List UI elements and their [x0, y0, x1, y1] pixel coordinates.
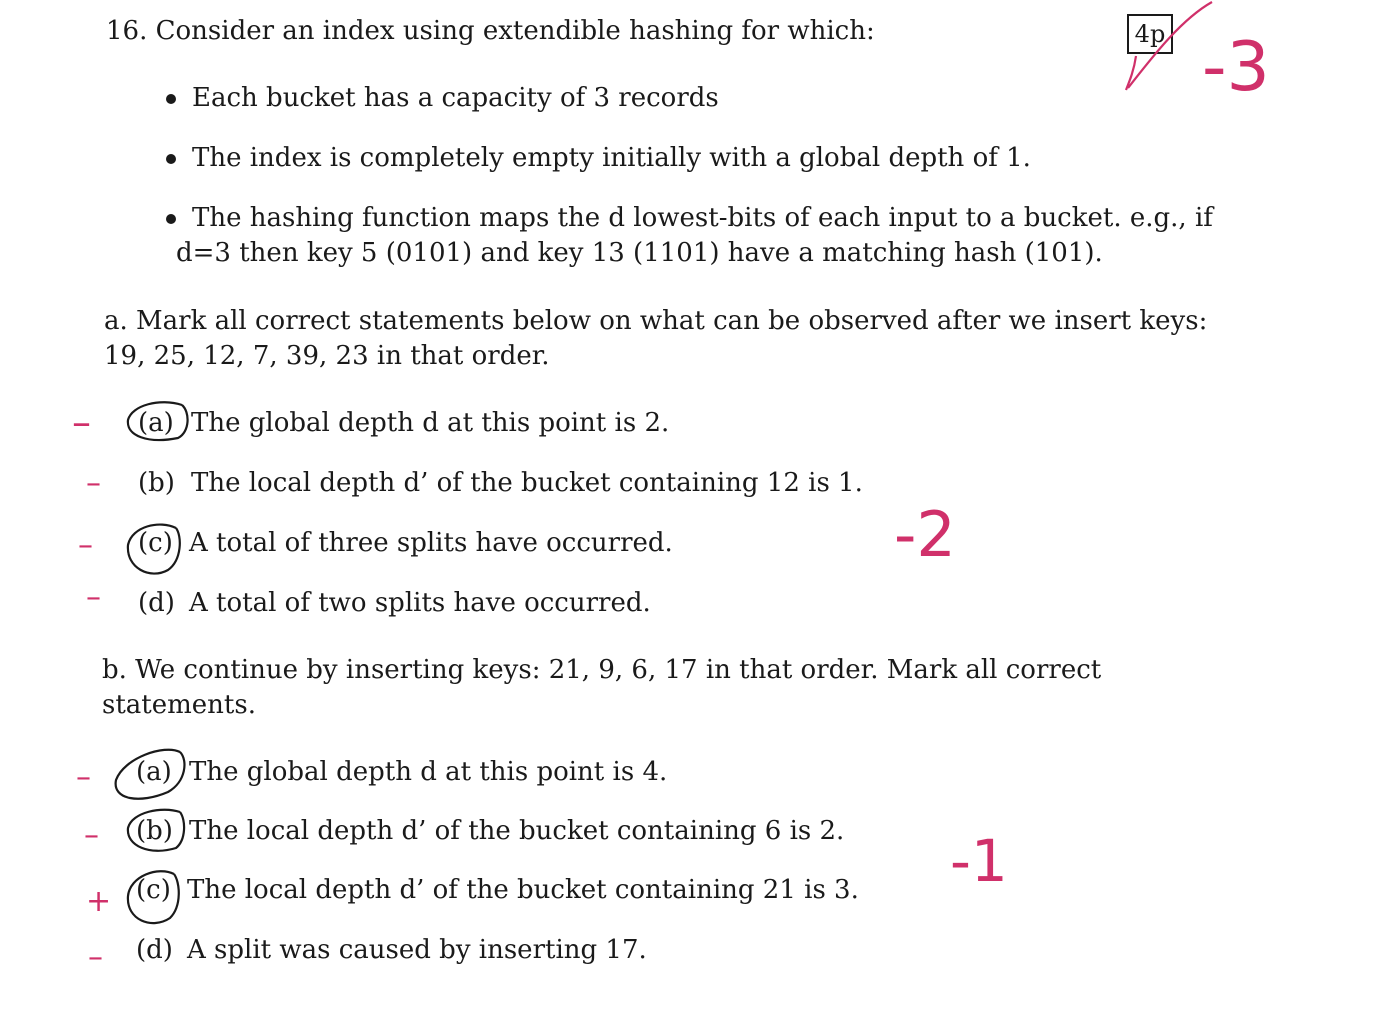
bullet-capacity: Each bucket has a capacity of 3 records: [192, 83, 719, 113]
grading-mark-a-b: –: [86, 466, 101, 501]
part-b-option-c-label[interactable]: (c): [136, 875, 171, 905]
grading-mark-b-c: +: [86, 884, 112, 919]
points-slash-mark: [1126, 56, 1136, 90]
question-title: 16. Consider an index using extendible hashing for which:: [106, 16, 875, 46]
part-a-option-c-text: A total of three splits have occurred.: [189, 528, 673, 558]
part-b-option-a-label[interactable]: (a): [136, 757, 172, 787]
part-a-option-b-text: The local depth d’ of the bucket containing 12 is 1.: [191, 468, 863, 498]
part-b-prompt-line2: statements.: [102, 690, 256, 720]
part-a-score: -2: [894, 498, 956, 571]
part-a-prompt-line2: 19, 25, 12, 7, 39, 23 in that order.: [104, 341, 550, 371]
part-a-option-d-text: A total of two splits have occurred.: [189, 588, 651, 618]
part-a-option-a-label[interactable]: (a): [138, 408, 174, 438]
part-b-option-d-text: A split was caused by inserting 17.: [187, 935, 647, 965]
part-a-option-a-text: The global depth d at this point is 2.: [191, 408, 670, 438]
grading-mark-a-c: –: [78, 528, 93, 563]
points-box: 4p: [1127, 14, 1173, 54]
part-a-option-c-label[interactable]: (c): [138, 528, 173, 558]
bullet-initial-depth: The index is completely empty initially with a global depth of 1.: [192, 143, 1031, 173]
bullet-hash-function-line1: The hashing function maps the d lowest-bits of each input to a bucket. e.g., if: [192, 203, 1213, 233]
grading-mark-a-a: –: [72, 400, 91, 444]
part-a-option-b-label[interactable]: (b): [138, 468, 175, 498]
part-b-option-d-label[interactable]: (d): [136, 935, 173, 965]
part-a-option-d-label[interactable]: (d): [138, 588, 175, 618]
part-b-prompt-line1: b. We continue by inserting keys: 21, 9, 6, 17 in that order. Mark all correct: [102, 655, 1102, 685]
part-b-score: -1: [950, 827, 1008, 895]
part-a-prompt-line1: a. Mark all correct statements below on what can be observed after we insert keys:: [104, 306, 1208, 336]
part-b-option-a-text: The global depth d at this point is 4.: [189, 757, 668, 787]
grading-mark-a-d: –: [86, 580, 101, 615]
part-b-option-b-text: The local depth d’ of the bucket containing 6 is 2.: [189, 816, 845, 846]
grading-mark-b-d: –: [88, 940, 103, 975]
grading-mark-b-b: –: [84, 818, 99, 853]
grading-mark-b-a: –: [76, 760, 91, 795]
part-b-option-b-label[interactable]: (b): [136, 816, 173, 846]
bullet-icon: [166, 214, 176, 224]
total-score: -3: [1202, 28, 1270, 107]
part-b-option-c-text: The local depth d’ of the bucket containing 21 is 3.: [187, 875, 859, 905]
bullet-icon: [166, 154, 176, 164]
bullet-hash-function-line2: d=3 then key 5 (0101) and key 13 (1101) have a matching hash (101).: [176, 238, 1103, 268]
bullet-icon: [166, 94, 176, 104]
